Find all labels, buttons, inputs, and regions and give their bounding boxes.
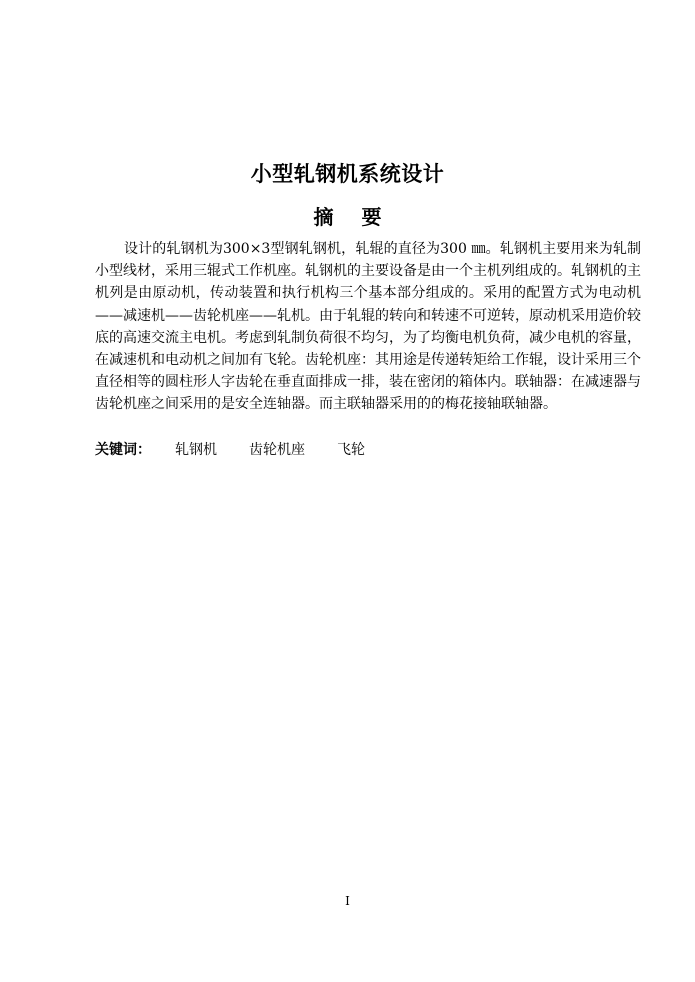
document-title: 小型轧钢机系统设计 [250,162,445,186]
keywords-line [95,439,641,461]
keyword-item: 轧钢机 [175,442,217,458]
keyword-item: 飞轮 [337,442,365,458]
abstract-heading: 摘要 [313,205,410,229]
keywords-label: 关键词： [95,442,151,458]
page-number: I [345,894,350,908]
abstract-paragraph: 设计的轧钢机为300×3型钢轧钢机，轧辊的直径为300 ㎜。轧钢机主要用来为轧制小型线材，采用三辊式工作机座。轧钢机的主要设备是由一个主机列组成的。轧钢机的主机列是由原动机，传动装置和执行机构三个基本部分组成的。采用的配置方式为电动机——减速机——齿轮机座——轧机。由于轧辊的转向和转速不可逆转，原动机采用造价较底的高速交流主电机。考虑到轧制负荷很不均匀，为了均衡电机负荷，减少电机的容量，在减速机和电动机之间加有飞轮。齿轮机座：其用途是传递转矩给工作辊，设计采用三个直径相等的圆柱形人字齿轮在垂直面排成一排，装在密闭的箱体内。联轴器：在减速器与齿轮机座之间采用的是安全连轴器。而主联轴器采用的的梅花接轴联轴器。 [95,241,641,413]
keyword-item: 齿轮机座 [249,442,305,458]
